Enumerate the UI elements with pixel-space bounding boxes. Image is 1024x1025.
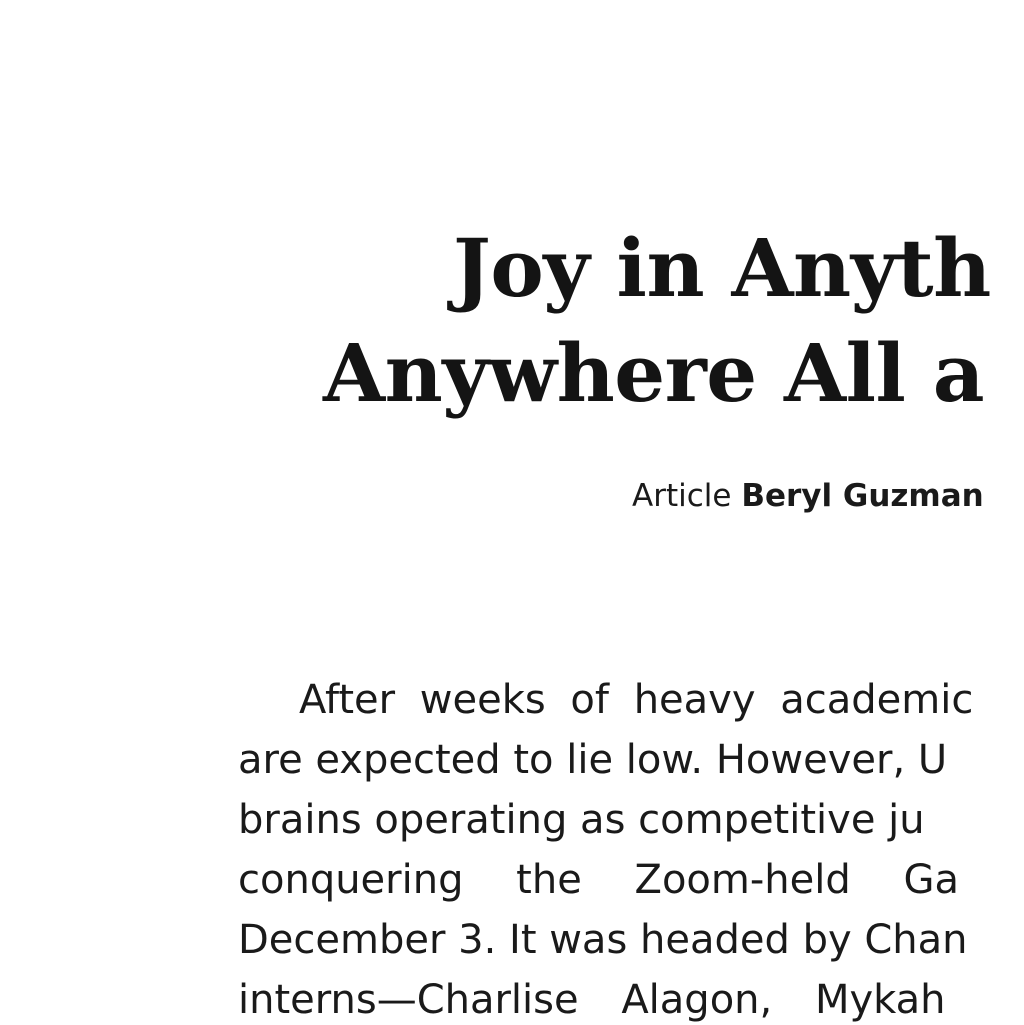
body-line: December 3. It was headed by Chan (238, 917, 968, 963)
body-line: brains operating as competitive ju (238, 797, 925, 843)
byline (632, 476, 984, 516)
title-line-1: Joy in Anyth (453, 221, 991, 315)
body-line: After weeks of heavy academic (299, 677, 974, 723)
body-line: are expected to lie low. However, U (238, 737, 948, 783)
body-line: interns—Charlise Alagon, Mykah (238, 977, 946, 1023)
title-line-2: Anywhere All a (323, 326, 985, 420)
body-line: conquering the Zoom-held Ga (238, 857, 959, 903)
byline-author: Beryl Guzman (741, 478, 984, 514)
byline-kind: Article (632, 478, 732, 514)
article-body (238, 670, 1024, 1025)
